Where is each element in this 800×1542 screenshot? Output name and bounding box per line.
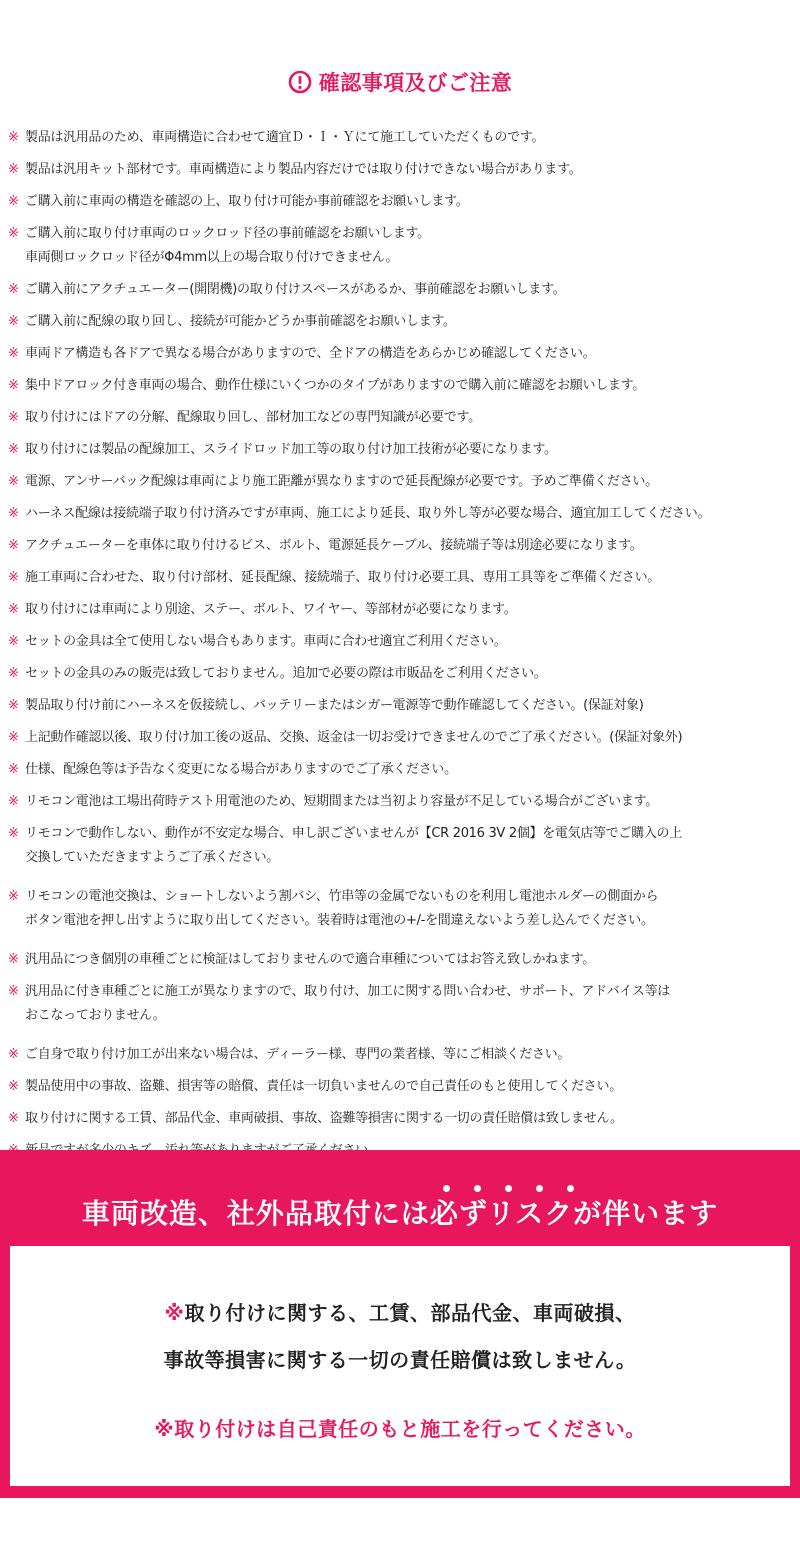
note-text	[25, 1107, 623, 1131]
note-item	[8, 278, 798, 310]
note-mark: ※	[8, 984, 19, 999]
note-text	[25, 278, 565, 302]
note-line: おこなっておりません。	[25, 1008, 166, 1023]
note-item	[8, 534, 798, 566]
note-item	[8, 222, 798, 278]
note-text	[25, 948, 595, 972]
note-line: 電源、アンサーバック配線は車両により施工距離が異なりますので延長配線が必要です。予めご準備ください。	[25, 474, 658, 489]
note-item	[8, 502, 798, 534]
note-text	[25, 566, 660, 590]
note-text	[25, 158, 581, 182]
note-line: 製品は汎用品のため、車両構造に合わせて適宜Ｄ・Ｉ・Ｙにて施工していただくものです。	[25, 130, 545, 145]
note-item	[8, 342, 798, 374]
note-item	[8, 566, 798, 598]
note-text	[25, 726, 682, 750]
note-item	[8, 726, 798, 758]
note-mark: ※	[8, 762, 19, 777]
note-line: 取り付けには車両により別途、ステー、ボルト、ワイヤー、等部材が必要になります。	[25, 602, 517, 617]
note-mark: ※	[8, 952, 19, 967]
note-text	[25, 470, 658, 494]
note-item	[8, 980, 798, 1043]
note-mark: ※	[8, 346, 19, 361]
note-item	[8, 822, 798, 885]
note-item	[8, 948, 798, 980]
note-text	[25, 980, 670, 1028]
note-item	[8, 598, 798, 630]
note-line: ご購入前にアクチュエーター(開閉機)の取り付けスペースがあるか、事前確認をお願いします。	[25, 282, 566, 297]
emphasis-dot	[474, 1185, 481, 1192]
note-mark: ※	[8, 570, 19, 585]
note-text	[25, 502, 710, 526]
note-line: 取り付けにはドアの分解、配線取り回し、部材加工などの専門知識が必要です。	[25, 410, 481, 425]
note-mark: ※	[8, 666, 19, 681]
note-mark: ※	[8, 1111, 19, 1126]
note-line: ご自身で取り付け加工が出来ない場合は、ディーラー様、専門の業者様、等にご相談ください。	[25, 1047, 571, 1062]
note-line: 交換していただきますようご了承ください。	[25, 850, 280, 865]
note-mark: ※	[8, 162, 19, 177]
note-text	[25, 438, 557, 462]
note-line: リモコンで動作しない、動作が不安定な場合、申し訳ございませんが【CR 2016 3V 2個】を電気店等でご購入の上	[25, 826, 682, 841]
notes-list	[8, 126, 798, 1171]
emphasis-dot	[536, 1185, 543, 1192]
warning-2-text: 取り付けは自己責任のもと施工を行ってください。	[174, 1417, 646, 1441]
note-mark: ※	[8, 1079, 19, 1094]
note-text	[25, 630, 507, 654]
note-text	[25, 694, 644, 718]
note-mark: ※	[8, 282, 19, 297]
note-line: 車両側ロックロッド径がΦ4mm以上の場合取り付けできません。	[25, 250, 399, 265]
exclamation-circle-icon	[288, 70, 312, 94]
note-line: ご購入前に配線の取り回し、接続が可能かどうか事前確認をお願いします。	[25, 314, 456, 329]
note-item	[8, 126, 798, 158]
note-line: ご購入前に取り付け車両のロックロッド径の事前確認をお願いします。	[25, 226, 430, 241]
emphasis-dot	[567, 1185, 574, 1192]
note-item	[8, 694, 798, 726]
page-title: 確認事項及びご注意	[318, 71, 513, 95]
note-item	[8, 630, 798, 662]
note-line: ハーネス配線は接続端子取り付け済みですが車両、施工により延長、取り外し等が必要な場合、適宜加工してください。	[25, 506, 711, 521]
warning-mark: ※	[154, 1417, 175, 1441]
note-mark: ※	[8, 602, 19, 617]
note-text	[25, 662, 546, 686]
note-text	[25, 374, 645, 398]
note-mark: ※	[8, 378, 19, 393]
note-line: リモコンの電池交換は、ショートしないよう割バシ、竹串等の金属でないものを利用し電池ホルダーの側面から	[25, 889, 659, 904]
note-mark: ※	[8, 889, 19, 904]
note-line: セットの金具は全て使用しない場合もあります。車両に合わせ適宜ご利用ください。	[25, 634, 507, 649]
note-line: リモコン電池は工場出荷時テスト用電池のため、短期間または当初より容量が不足している場合がございます。	[25, 794, 658, 809]
note-text	[25, 885, 658, 933]
emphasis-dot	[443, 1185, 450, 1192]
note-text	[25, 222, 430, 270]
note-item	[8, 662, 798, 694]
note-mark: ※	[8, 634, 19, 649]
emphasis-dot	[505, 1185, 512, 1192]
note-item	[8, 1107, 798, 1139]
note-line: ボタン電池を押し出すように取り出してください。装着時は電池の+/-を間違えないよう差し込んでください。	[25, 913, 654, 928]
note-line: 施工車両に合わせた、取り付け部材、延長配線、接続端子、取り付け必要工具、専用工具等をご準備ください。	[25, 570, 661, 585]
note-line: 取り付けには製品の配線加工、スライドロッド加工等の取り付け加工技術が必要になります。	[25, 442, 557, 457]
note-item	[8, 470, 798, 502]
note-text	[25, 190, 468, 214]
note-text	[25, 758, 457, 782]
note-item	[8, 438, 798, 470]
note-mark: ※	[8, 698, 19, 713]
note-item	[8, 1075, 798, 1107]
note-text	[25, 406, 481, 430]
note-text	[25, 342, 595, 366]
note-text	[25, 1043, 570, 1067]
warning-1-line-1	[0, 1297, 800, 1326]
note-item	[8, 374, 798, 406]
warning-1-line-2: 事故等損害に関する一切の責任賠償は致しません。	[163, 1348, 637, 1372]
note-mark: ※	[8, 410, 19, 425]
note-mark: ※	[8, 226, 19, 241]
note-line: 製品は汎用キット部材です。車両構造により製品内容だけでは取り付けできない場合があります。	[25, 162, 582, 177]
note-item	[8, 310, 798, 342]
warning-1-text: 取り付けに関する、工賃、部品代金、車両破損、	[184, 1301, 636, 1325]
section-header	[0, 64, 800, 100]
note-line: 製品取り付け前にハーネスを仮接続し、バッテリーまたはシガー電源等で動作確認してください。(保証対象)	[25, 698, 644, 713]
note-item	[8, 190, 798, 222]
note-line: アクチュエーターを車体に取り付けるビス、ボルト、電源延長ケーブル、接続端子等は別途必要になります。	[25, 538, 643, 553]
note-mark: ※	[8, 794, 19, 809]
note-item	[8, 885, 798, 948]
note-mark: ※	[8, 538, 19, 553]
note-text	[25, 598, 516, 622]
note-mark: ※	[8, 1047, 19, 1062]
note-mark: ※	[8, 730, 19, 745]
note-mark: ※	[8, 474, 19, 489]
note-line: 上記動作確認以後、取り付け加工後の返品、交換、返金は一切お受けできませんのでご了承ください。(保証対象外)	[25, 730, 683, 745]
note-line: 汎用品につき個別の車種ごとに検証はしておりませんので適合車種についてはお答え致しかねます。	[25, 952, 595, 967]
note-line: ご購入前に車両の構造を確認の上、取り付け可能か事前確認をお願いします。	[25, 194, 469, 209]
note-mark: ※	[8, 826, 19, 841]
note-item	[8, 1043, 798, 1075]
note-item	[8, 158, 798, 190]
note-mark: ※	[8, 130, 19, 145]
warning-mark: ※	[164, 1301, 185, 1325]
note-line: 車両ドア構造も各ドアで異なる場合がありますので、全ドアの構造をあらかじめ確認してください。	[25, 346, 596, 361]
note-mark: ※	[8, 194, 19, 209]
note-text	[25, 790, 658, 814]
note-line: 汎用品に付き車種ごとに施工が異なりますので、取り付け、加工に関する問い合わせ、サポート、アドバイス等は	[25, 984, 670, 999]
note-line: 製品使用中の事故、盗難、損害等の賠償、責任は一切負いませんので自己責任のもと使用してください。	[25, 1079, 622, 1094]
note-mark: ※	[8, 314, 19, 329]
note-line: 集中ドアロック付き車両の場合、動作仕様にいくつかのタイプがありますので購入前に確認をお願いします。	[25, 378, 645, 393]
note-text	[25, 310, 456, 334]
note-text	[25, 1075, 622, 1099]
note-line: 仕様、配線色等は予告なく変更になる場合がありますのでご了承ください。	[25, 762, 457, 777]
risk-banner-title: 車両改造、社外品取付には必ずリスクが伴います	[81, 1197, 719, 1230]
note-line: セットの金具のみの販売は致しておりません。追加で必要の際は市販品をご利用ください。	[25, 666, 547, 681]
note-item	[8, 790, 798, 822]
note-mark: ※	[8, 506, 19, 521]
note-mark: ※	[8, 442, 19, 457]
note-text	[25, 822, 682, 870]
note-text	[25, 126, 544, 150]
note-text	[25, 534, 643, 558]
note-line: 取り付けに関する工賃、部品代金、車両破損、事故、盗難等損害に関する一切の責任賠償は致しません。	[25, 1111, 623, 1126]
note-item	[8, 758, 798, 790]
note-item	[8, 406, 798, 438]
warning-2	[0, 1413, 800, 1442]
